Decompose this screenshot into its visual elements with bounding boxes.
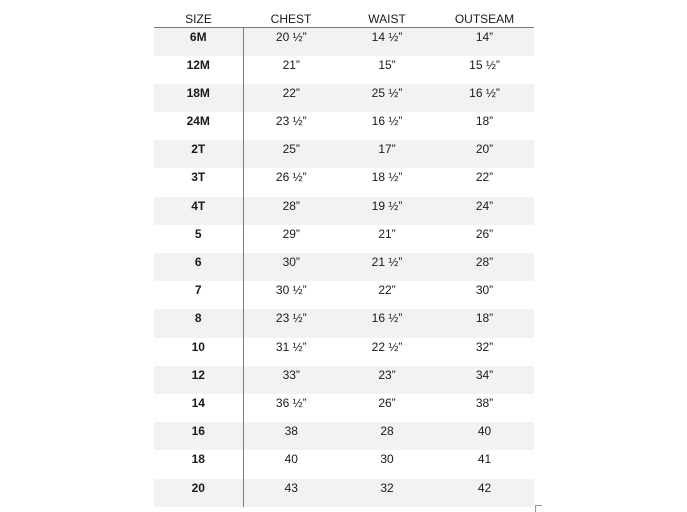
chest-cell: 28”: [243, 197, 339, 225]
waist-cell: 21 ½”: [339, 253, 435, 281]
size-cell: 16: [154, 422, 243, 450]
outseam-cell: 34”: [435, 366, 534, 394]
size-cell: 24M: [154, 112, 243, 140]
outseam-cell: 42: [435, 479, 534, 507]
table-row: [154, 28, 534, 56]
chest-cell: 29”: [282, 226, 300, 241]
outseam-cell: 30”: [475, 283, 494, 298]
waist-cell: 19 ½”: [339, 197, 435, 225]
chest-cell: 33”: [243, 366, 339, 394]
size-cell: 14: [154, 394, 243, 422]
size-cell: 6M: [154, 28, 243, 56]
size-cell: 4T: [154, 197, 243, 225]
waist-cell: 22 ½”: [371, 339, 403, 354]
table-row: [154, 450, 534, 478]
outseam-cell: 16 ½”: [435, 84, 534, 112]
outseam-cell: 24”: [435, 197, 534, 225]
table-body: [154, 28, 534, 507]
table-row: [154, 140, 534, 168]
table-row: [154, 168, 534, 196]
size-cell: 12M: [154, 56, 243, 84]
outseam-cell: 40: [435, 422, 534, 450]
waist-cell: 32: [339, 479, 435, 507]
chest-cell: 26 ½”: [275, 170, 307, 185]
waist-cell: 23”: [339, 366, 435, 394]
chest-cell: 30”: [243, 253, 339, 281]
waist-cell: 16 ½”: [371, 114, 403, 129]
waist-cell: 22”: [378, 283, 396, 298]
size-cell: 12: [154, 366, 243, 394]
outseam-cell: 28”: [435, 253, 534, 281]
chest-cell: 30 ½”: [275, 283, 307, 298]
table-row: [154, 394, 534, 422]
table-row: [154, 366, 534, 394]
waist-cell: 18 ½”: [371, 170, 403, 185]
size-cell: 3T: [154, 168, 243, 196]
table-row: [154, 84, 534, 112]
size-cell: 18M: [154, 84, 243, 112]
column-header-size: SIZE: [154, 7, 243, 28]
outseam-cell: 18”: [435, 309, 534, 337]
waist-cell: 30: [380, 452, 394, 467]
outseam-cell: 26”: [475, 226, 494, 241]
column-header-chest: CHEST: [243, 7, 339, 28]
waist-cell: 21”: [378, 226, 396, 241]
table-row: [154, 309, 534, 337]
size-cell: 7: [154, 281, 243, 309]
outseam-cell: 18”: [475, 114, 494, 129]
chest-cell: 43: [243, 479, 339, 507]
size-chart-table: [154, 7, 534, 507]
outseam-cell: 20”: [435, 140, 534, 168]
outseam-cell: 14”: [435, 28, 534, 56]
table-row: [154, 253, 534, 281]
outseam-cell: 22”: [475, 170, 494, 185]
size-cell: 6: [154, 253, 243, 281]
chest-cell: 25”: [243, 140, 339, 168]
size-cell: 2T: [154, 140, 243, 168]
outseam-cell: 32”: [475, 339, 494, 354]
chest-cell: 31 ½”: [275, 339, 307, 354]
table-row: [154, 338, 534, 366]
waist-cell: 15”: [378, 57, 396, 72]
table-row: [154, 225, 534, 253]
chest-cell: 23 ½”: [275, 114, 307, 129]
size-cell: 5: [154, 225, 243, 253]
table-row: [154, 281, 534, 309]
waist-cell: 26”: [378, 395, 396, 410]
outseam-cell: 41: [477, 452, 492, 467]
outseam-cell: 38”: [475, 395, 494, 410]
waist-cell: 17”: [339, 140, 435, 168]
header-row: [154, 7, 534, 28]
table-header: [154, 7, 534, 28]
chest-cell: 21”: [282, 57, 300, 72]
table-row: [154, 56, 534, 84]
size-cell: 20: [154, 479, 243, 507]
table-row: [154, 479, 534, 507]
waist-cell: 14 ½”: [339, 28, 435, 56]
waist-cell: 28: [339, 422, 435, 450]
chest-cell: 22”: [243, 84, 339, 112]
chest-cell: 36 ½”: [275, 395, 307, 410]
size-cell: 8: [154, 309, 243, 337]
column-header-waist: WAIST: [339, 7, 435, 28]
chest-cell: 23 ½”: [243, 309, 339, 337]
size-cell: 18: [154, 450, 243, 478]
waist-cell: 16 ½”: [339, 309, 435, 337]
chest-cell: 38: [243, 422, 339, 450]
chest-cell: 20 ½”: [243, 28, 339, 56]
table-row: [154, 422, 534, 450]
column-header-outseam: OUTSEAM: [435, 7, 534, 28]
size-cell: 10: [154, 338, 243, 366]
table-row: [154, 112, 534, 140]
waist-cell: 25 ½”: [339, 84, 435, 112]
outseam-cell: 15 ½”: [469, 57, 500, 72]
table-row: [154, 197, 534, 225]
chest-cell: 40: [284, 452, 298, 467]
